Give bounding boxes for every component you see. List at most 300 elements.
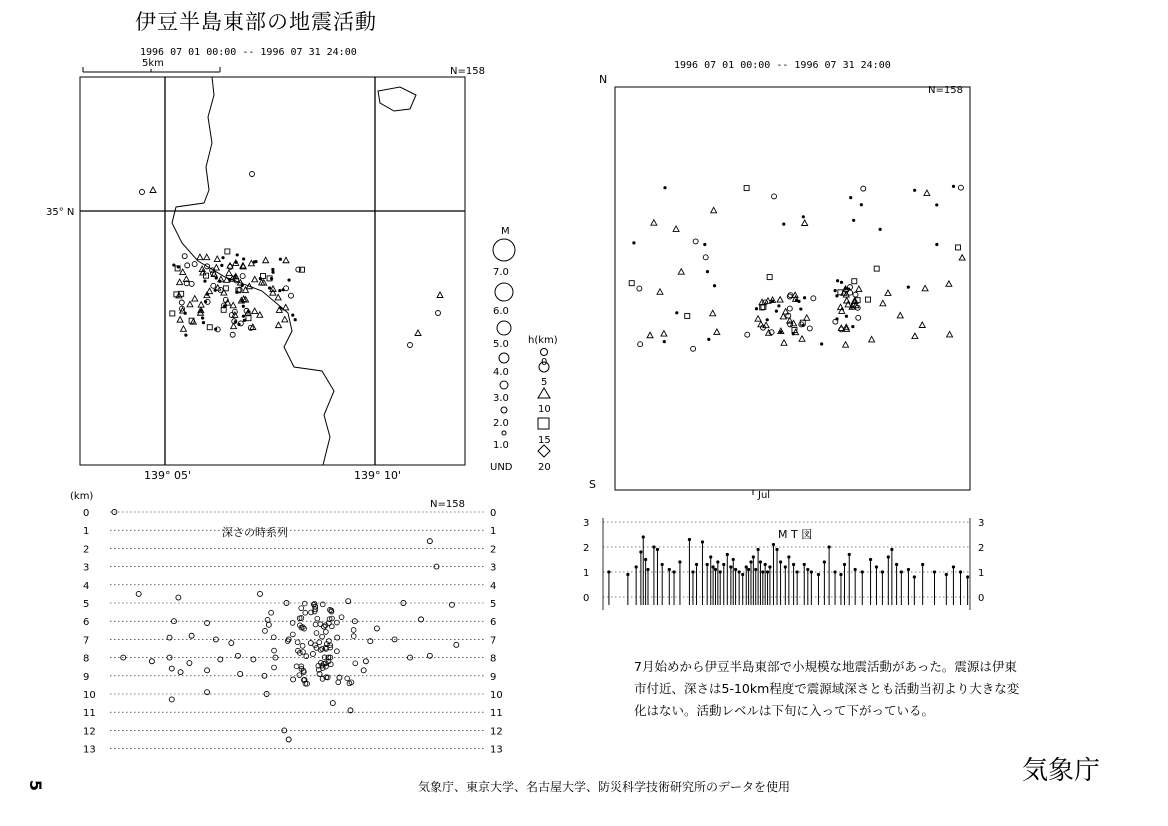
depth-point <box>258 591 263 596</box>
mt-bar-head <box>779 560 782 563</box>
mt-bar-head <box>756 548 759 551</box>
spacetime-event <box>755 316 761 322</box>
spacetime-event <box>685 313 690 318</box>
map-event <box>214 328 217 331</box>
mt-bar-head <box>921 563 924 566</box>
depth-point <box>171 619 176 624</box>
map-event <box>179 300 184 305</box>
mt-bar-head <box>887 555 890 558</box>
map-event <box>185 263 190 268</box>
spacetime-event <box>852 279 857 284</box>
spacetime-event <box>713 284 716 287</box>
map-event <box>201 316 204 319</box>
spacetime-event <box>807 326 812 331</box>
mt-bar-head <box>945 573 948 576</box>
mt-bar-head <box>907 568 910 571</box>
depth-tick-right: 7 <box>490 635 497 647</box>
legend <box>488 222 558 474</box>
map-event <box>270 277 273 280</box>
mt-bar-head <box>626 573 629 576</box>
depth-point <box>294 664 299 669</box>
mt-bar-head <box>747 568 750 571</box>
mag-7-symbol <box>493 239 515 261</box>
map-event <box>220 264 223 267</box>
map-event <box>408 343 413 348</box>
depth-point <box>363 659 368 664</box>
map-event <box>276 322 282 328</box>
depth-point <box>229 641 234 646</box>
spacetime-event <box>779 330 782 333</box>
map-event <box>215 276 218 279</box>
map-event <box>203 279 206 282</box>
spacetime-event <box>849 196 852 199</box>
legend-mag-header: M <box>501 226 510 237</box>
mag-7-label: 7.0 <box>493 267 509 278</box>
mt-bar-head <box>754 568 757 571</box>
depth-point <box>335 635 340 640</box>
mt-bar-head <box>712 565 715 568</box>
depth-point <box>205 668 210 673</box>
scale-label: 5km <box>142 58 164 69</box>
spacetime-event <box>959 255 965 261</box>
spacetime-event <box>795 299 798 302</box>
mt-bar-head <box>644 558 647 561</box>
depth-n-label: N=158 <box>430 499 465 510</box>
depth-tick-right: 13 <box>490 744 503 756</box>
depth-point <box>335 620 340 625</box>
depth-tick-left: 5 <box>83 599 90 610</box>
spacetime-event <box>771 300 774 303</box>
spacetime-event <box>755 307 758 310</box>
spacetime-event <box>912 333 918 339</box>
mt-bar-head <box>759 560 762 563</box>
map-event <box>203 273 208 278</box>
coastline <box>172 77 334 465</box>
map-event <box>283 257 289 263</box>
depth-15-symbol <box>538 418 549 429</box>
depth-point <box>318 647 323 652</box>
depth-15-label: 15 <box>538 435 551 446</box>
depth-point <box>374 626 379 631</box>
depth-point <box>169 666 174 671</box>
spacetime-event <box>952 185 955 188</box>
depth-tick-right: 11 <box>490 708 503 720</box>
depth-point <box>336 680 341 685</box>
depth-tick-left: 1 <box>83 526 90 538</box>
depth-tick-left: 10 <box>83 690 96 701</box>
spacetime-event <box>714 329 720 335</box>
spacetime-event <box>799 336 805 342</box>
map-event <box>187 301 193 307</box>
mag-3-symbol <box>500 381 508 389</box>
map-event <box>242 257 245 260</box>
mt-bar-head <box>775 548 778 551</box>
map-event <box>204 254 210 259</box>
map-event <box>177 317 183 323</box>
spacetime-event <box>802 220 808 226</box>
mt-bar-head <box>803 563 806 566</box>
spacetime-n-label: N=158 <box>928 85 963 96</box>
map-event <box>246 316 251 321</box>
map-event <box>252 308 258 314</box>
spacetime-north-label: N <box>599 73 608 86</box>
depth-point <box>339 615 344 620</box>
map-event <box>236 253 239 256</box>
spacetime-south-label: S <box>589 478 596 491</box>
spacetime-event <box>804 315 810 321</box>
map-event <box>235 291 238 294</box>
mt-bar-head <box>729 565 732 568</box>
mag-6-label: 6.0 <box>493 306 509 317</box>
depth-tick-right: 6 <box>490 617 497 629</box>
mt-bar-head <box>714 568 717 571</box>
spacetime-event <box>663 186 666 189</box>
mag-4-symbol <box>499 353 509 363</box>
spacetime-event <box>787 306 792 311</box>
spacetime-event <box>834 289 837 292</box>
map-event <box>282 316 288 322</box>
spacetime-event <box>675 311 678 314</box>
map-event <box>225 249 230 254</box>
spacetime-event <box>767 275 772 280</box>
depth-point <box>272 665 277 670</box>
depth-point <box>320 602 325 607</box>
mt-bar-head <box>688 538 691 541</box>
map-event <box>202 321 205 324</box>
map-event <box>221 256 224 259</box>
depth-tick-left: 6 <box>83 617 90 629</box>
mt-bar-head <box>784 565 787 568</box>
depth-tick-left: 0 <box>83 508 90 519</box>
depth-point <box>136 591 141 596</box>
spacetime-event <box>706 270 709 273</box>
depth-point <box>149 659 154 664</box>
map-event <box>415 330 421 336</box>
mt-tick-left: 0 <box>583 593 590 604</box>
depth-point <box>299 606 304 611</box>
map-event <box>140 190 145 195</box>
spacetime-event <box>802 215 805 218</box>
spacetime-period: 1996 07 01 00:00 -- 1996 07 31 24:00 <box>674 60 891 71</box>
spacetime-event <box>744 186 749 191</box>
spacetime-event <box>935 203 938 206</box>
depth-point <box>313 622 318 627</box>
map-event <box>240 274 245 279</box>
mt-bar-head <box>678 560 681 563</box>
mt-bar-head <box>766 570 769 573</box>
spacetime-event <box>703 255 708 260</box>
mt-bar-head <box>828 545 831 548</box>
mt-bar-head <box>933 570 936 573</box>
depth-point <box>427 653 432 658</box>
map-event <box>237 323 240 326</box>
depth-point <box>238 671 243 676</box>
mt-bar-head <box>642 535 645 538</box>
mag-4-label: 4.0 <box>493 367 509 378</box>
map-event <box>271 271 274 274</box>
depth-point <box>286 737 291 742</box>
spacetime-event <box>845 315 848 318</box>
depth-point <box>315 616 320 621</box>
map-event <box>184 334 187 337</box>
spacetime-event <box>845 301 851 307</box>
mt-tick-right: 1 <box>978 568 985 579</box>
spacetime-event <box>946 281 952 287</box>
mt-bar-head <box>768 565 771 568</box>
depth-point <box>314 631 319 636</box>
mt-bar-head <box>722 563 725 566</box>
mt-bar-head <box>761 570 764 573</box>
mt-bar-head <box>695 563 698 566</box>
depth-point <box>269 610 274 615</box>
spacetime-event <box>772 194 777 199</box>
map-event <box>436 311 441 316</box>
mt-bar-head <box>796 570 799 573</box>
mt-bar-head <box>861 570 864 573</box>
map-event <box>170 311 175 316</box>
mt-bar-head <box>839 573 842 576</box>
map-event <box>257 312 263 318</box>
mt-bar-head <box>749 560 752 563</box>
spacetime-event <box>947 331 953 337</box>
spacetime-event <box>861 186 866 191</box>
mt-bar-head <box>764 563 767 566</box>
spacetime-event <box>777 297 783 303</box>
depth-point <box>290 621 295 626</box>
depth-point <box>187 661 192 666</box>
spacetime-event <box>638 342 643 347</box>
spacetime-event <box>843 342 849 348</box>
mag-1-symbol <box>502 431 506 435</box>
spacetime-event <box>838 304 844 310</box>
mt-bar-head <box>741 573 744 576</box>
data-credit: 気象庁、東京大学、名古屋大学、防災科学技術研究所のデータを使用 <box>418 780 791 794</box>
depth-point <box>329 624 334 629</box>
map-event <box>213 265 219 271</box>
mt-plot <box>575 510 995 620</box>
mt-tick-left: 3 <box>583 518 590 529</box>
spacetime-event <box>897 312 903 318</box>
map-event <box>283 304 289 310</box>
depth-point <box>272 648 277 653</box>
depth-point <box>346 599 351 604</box>
description-text: 7月始めから伊豆半島東部で小規模な地震活動があった。震源は伊東市付近、深さは5-10km程度で震源域深さとも活動当初より大きな変化はない。活動レベルは下旬に入って下がっている。 <box>634 659 1020 718</box>
depth-20-symbol <box>538 445 550 457</box>
map-event <box>252 276 258 282</box>
mt-bar-head <box>817 573 820 576</box>
depth-tick-right: 5 <box>490 599 497 610</box>
map-event <box>192 262 197 267</box>
mt-bar-head <box>895 563 898 566</box>
spacetime-event <box>955 245 960 250</box>
mt-tick-right: 3 <box>978 518 985 529</box>
spacetime-event <box>647 332 653 338</box>
epicenter-map <box>46 55 480 482</box>
mag-5-label: 5.0 <box>493 339 509 350</box>
map-event <box>177 279 183 285</box>
spacetime-event <box>691 346 696 351</box>
spacetime-event <box>663 340 666 343</box>
depth-tick-right: 4 <box>490 580 497 592</box>
depth-point <box>285 639 290 644</box>
depth-tick-left: 13 <box>83 744 96 756</box>
spacetime-event <box>958 185 963 190</box>
depth-point <box>351 634 356 639</box>
depth-point <box>351 628 356 633</box>
spacetime-x-label: Jul <box>758 490 771 501</box>
spacetime-event <box>853 292 858 297</box>
mt-bar-head <box>913 575 916 578</box>
map-event <box>226 270 232 276</box>
depth-tick-left: 7 <box>83 635 90 647</box>
map-event <box>150 187 156 193</box>
mt-tick-left: 2 <box>583 543 590 554</box>
mag-und-label: UND <box>490 462 513 473</box>
depth-point <box>330 701 335 706</box>
depth-tick-left: 8 <box>83 653 90 665</box>
map-event <box>230 332 235 337</box>
mag-5-symbol <box>497 321 511 335</box>
mt-bar-head <box>691 570 694 573</box>
mag-2-symbol <box>501 407 507 413</box>
mt-bar-head <box>639 550 642 553</box>
depth-point <box>303 610 308 615</box>
mt-bar-head <box>734 568 737 571</box>
depth-tick-right: 3 <box>490 562 497 574</box>
mt-bar-head <box>959 570 962 573</box>
spacetime-event <box>880 300 886 306</box>
spacetime-event <box>710 310 716 316</box>
map-event <box>214 256 220 262</box>
spacetime-event <box>885 290 891 296</box>
spacetime-event <box>866 297 871 302</box>
mt-bar-head <box>656 548 659 551</box>
depth-tick-left: 3 <box>83 562 90 574</box>
depth-plot-title: 深さの時系列 <box>222 526 288 539</box>
spacetime-event <box>661 331 667 337</box>
spacetime-event <box>637 286 642 291</box>
spacetime-event <box>651 220 657 226</box>
spacetime-event <box>782 222 785 225</box>
spacetime-event <box>833 319 838 324</box>
mt-bar-head <box>732 558 735 561</box>
depth-tick-left: 2 <box>83 544 90 556</box>
mt-bar-head <box>607 570 610 573</box>
map-event <box>189 281 194 286</box>
depth-point <box>449 602 454 607</box>
depth-tick-left: 4 <box>83 580 90 592</box>
mt-bar-head <box>701 540 704 543</box>
depth-tick-left: 11 <box>83 708 96 720</box>
depth-0-symbol <box>541 349 548 356</box>
depth-tick-right: 1 <box>490 526 497 538</box>
spacetime-event <box>839 308 845 314</box>
lat-label: 35° N <box>46 207 75 218</box>
depth-point <box>318 622 323 627</box>
map-event <box>214 289 217 292</box>
map-event <box>294 318 297 321</box>
mt-title: M T 図 <box>778 528 813 541</box>
depth-time-plot <box>65 487 515 762</box>
page-title: 伊豆半島東部の地震活動 <box>135 10 377 34</box>
map-event <box>279 258 282 261</box>
map-period: 1996 07 01 00:00 -- 1996 07 31 24:00 <box>140 47 357 58</box>
depth-point <box>167 635 172 640</box>
spacetime-frame <box>615 87 970 490</box>
spacetime-event <box>840 281 843 284</box>
spacetime-event <box>924 190 930 196</box>
depth-5-label: 5 <box>541 377 548 388</box>
depth-point <box>295 640 300 645</box>
spacetime-event <box>922 285 928 291</box>
spacetime-event <box>874 266 879 271</box>
depth-point <box>266 622 271 627</box>
mt-bar-head <box>833 570 836 573</box>
depth-point <box>353 661 358 666</box>
spacetime-event <box>711 207 717 213</box>
depth-point <box>334 649 339 654</box>
depth-0-label: 0 <box>541 357 548 368</box>
map-event <box>296 267 301 272</box>
mt-bar-head <box>709 555 712 558</box>
page-number: 5 <box>26 779 46 792</box>
depth-tick-right: 12 <box>490 726 503 738</box>
mt-bar-head <box>854 568 857 571</box>
map-event <box>253 260 256 263</box>
spacetime-event <box>856 315 861 320</box>
map-event <box>230 302 236 308</box>
mag-6-symbol <box>495 283 513 301</box>
depth-point <box>301 650 306 655</box>
map-event <box>184 312 187 315</box>
mt-bar-head <box>823 560 826 563</box>
mt-bar-head <box>719 570 722 573</box>
depth-unit-label: (km) <box>70 491 94 502</box>
mt-bar-head <box>726 553 729 556</box>
mt-bar-head <box>848 553 851 556</box>
map-event <box>234 320 237 323</box>
spacetime-event <box>851 325 854 328</box>
spacetime-event <box>935 243 938 246</box>
mt-bar-head <box>890 548 893 551</box>
mt-tick-left: 1 <box>583 568 590 579</box>
depth-point <box>345 676 350 681</box>
spacetime-event <box>820 342 823 345</box>
mt-bar-head <box>745 565 748 568</box>
map-event <box>259 277 262 280</box>
mt-bar-head <box>635 565 638 568</box>
map-event <box>235 261 238 264</box>
organization-name: 気象庁 <box>1022 756 1101 786</box>
spacetime-event <box>673 226 679 232</box>
depth-point <box>318 660 323 665</box>
depth-point <box>265 617 270 622</box>
spacetime-event <box>745 332 750 337</box>
mt-bar-head <box>752 555 755 558</box>
map-event <box>291 314 294 317</box>
mt-bar-head <box>772 543 775 546</box>
mt-bar-head <box>966 575 969 578</box>
spacetime-event <box>856 286 862 292</box>
mag-3-label: 3.0 <box>493 393 509 404</box>
map-event <box>192 296 198 302</box>
map-event <box>204 300 207 303</box>
depth-tick-left: 12 <box>83 726 96 738</box>
spacetime-event <box>860 203 863 206</box>
depth-tick-right: 10 <box>490 690 503 701</box>
depth-point <box>419 617 424 622</box>
map-event <box>268 286 271 289</box>
